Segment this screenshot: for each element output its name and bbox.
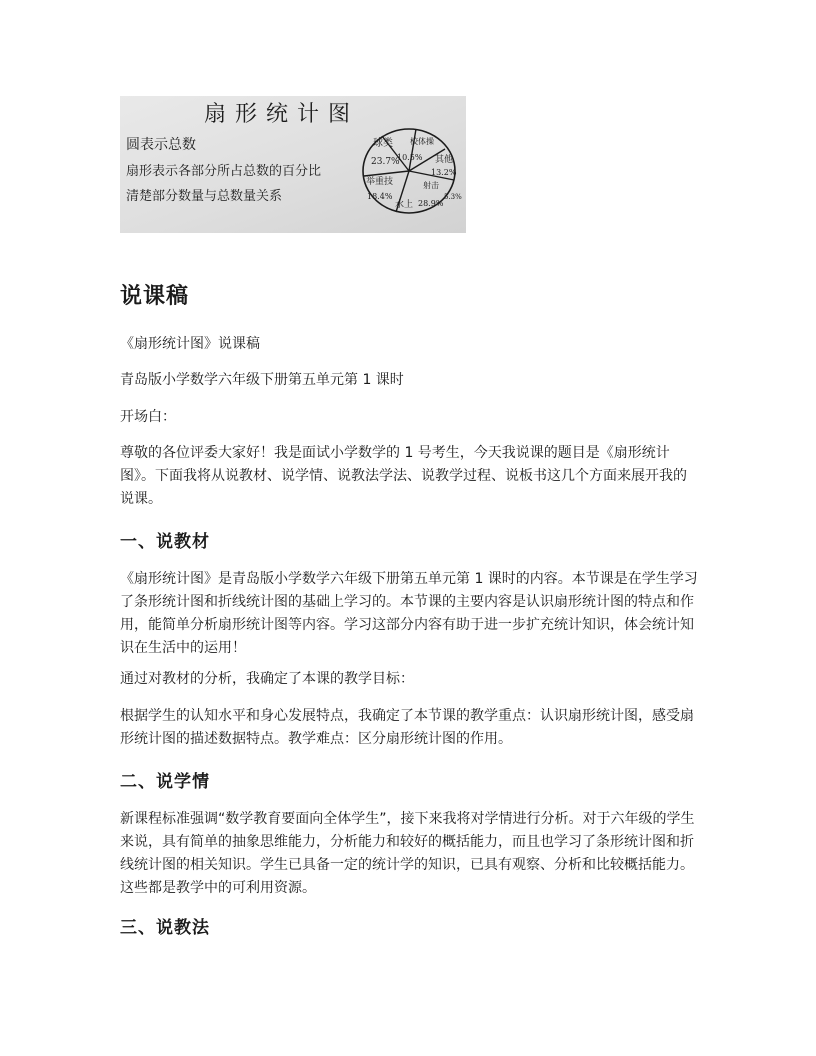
section-heading-textbook: 一、说教材 (120, 532, 210, 552)
pie-label-value: 18.4% (367, 192, 393, 201)
pie-divider (409, 129, 416, 171)
pie-label-value: 23.7% (371, 157, 400, 167)
pie-label-name: 射击 (423, 181, 439, 190)
board-line-3: 清楚部分数量与总数量关系 (126, 189, 283, 204)
pie-divider (364, 171, 409, 176)
pie-label-name: 其他 (435, 155, 454, 165)
pie-label-value: 10.5% (397, 153, 423, 162)
students-paragraph: 新课程标准强调“数学教育要面向全体学生”，接下来我将对学情进行分析。对于六年级的学生来说，具有简单的抽象思维能力，分析能力和较好的概括能力，而且也学习了条形统计图和折线统计图的相关知识。学生已具备一定的统计学的知识，已具有观察、分析和比较概括能力。这些都是教学中的可利用资源。 (120, 811, 695, 896)
pie-label-name: 校体操 (410, 137, 434, 146)
hand-drawn-pie-chart (363, 129, 462, 213)
board-line-2: 扇形表示各部分所占总数的百分比 (126, 164, 322, 179)
opening-label: 开场白： (120, 409, 176, 425)
opening-paragraph: 尊敬的各位评委大家好！我是面试小学数学的 1 号考生，今天我说课的题目是《扇形统计图》。下面我将从说教材、说学情、说教法学法、说教学过程、说板书这几个方面来展开我的说课。 (120, 445, 687, 507)
board-line-1: 圆表示总数 (126, 137, 196, 153)
board-drawing (120, 96, 466, 233)
pie-label-name: 球类 (373, 138, 393, 149)
objective-intro: 通过对教材的分析，我确定了本课的教学目标： (120, 671, 414, 687)
key-points-paragraph: 根据学生的认知水平和身心发展特点，我确定了本节课的教学重点：认识扇形统计图，感受扇形统计图的描述数据特点。教学难点：区分扇形统计图的作用。 (120, 708, 694, 747)
board-title: 扇形统计图 (204, 102, 360, 127)
section-heading-students: 二、说学情 (120, 772, 210, 792)
pie-label-name: 举重技 (366, 177, 394, 187)
pie-label-value: 13.2% (431, 168, 457, 177)
course-info: 青岛版小学数学六年级下册第五单元第 1 课时 (120, 372, 404, 388)
document-title: 说课稿 (120, 284, 190, 309)
pie-label-value: 28.9% (418, 199, 444, 208)
section-heading-methods: 三、说教法 (120, 918, 210, 938)
pie-label-name: 水上 (395, 200, 414, 210)
textbook-paragraph: 《扇形统计图》是青岛版小学数学六年级下册第五单元第 1 课时的内容。本节课是在学生学习了条形统计图和折线统计图的基础上学习的。本节课的主要内容是认识扇形统计图的特点和作用，能简单分析扇形统计图等内容。学习这部分内容有助于进一步扩充统计知识，体会统计知识在生活中的运用！ (120, 571, 698, 656)
course-title: 《扇形统计图》说课稿 (120, 336, 260, 352)
blackboard-photo (120, 96, 466, 233)
pie-label-value: 5.3% (444, 193, 462, 201)
